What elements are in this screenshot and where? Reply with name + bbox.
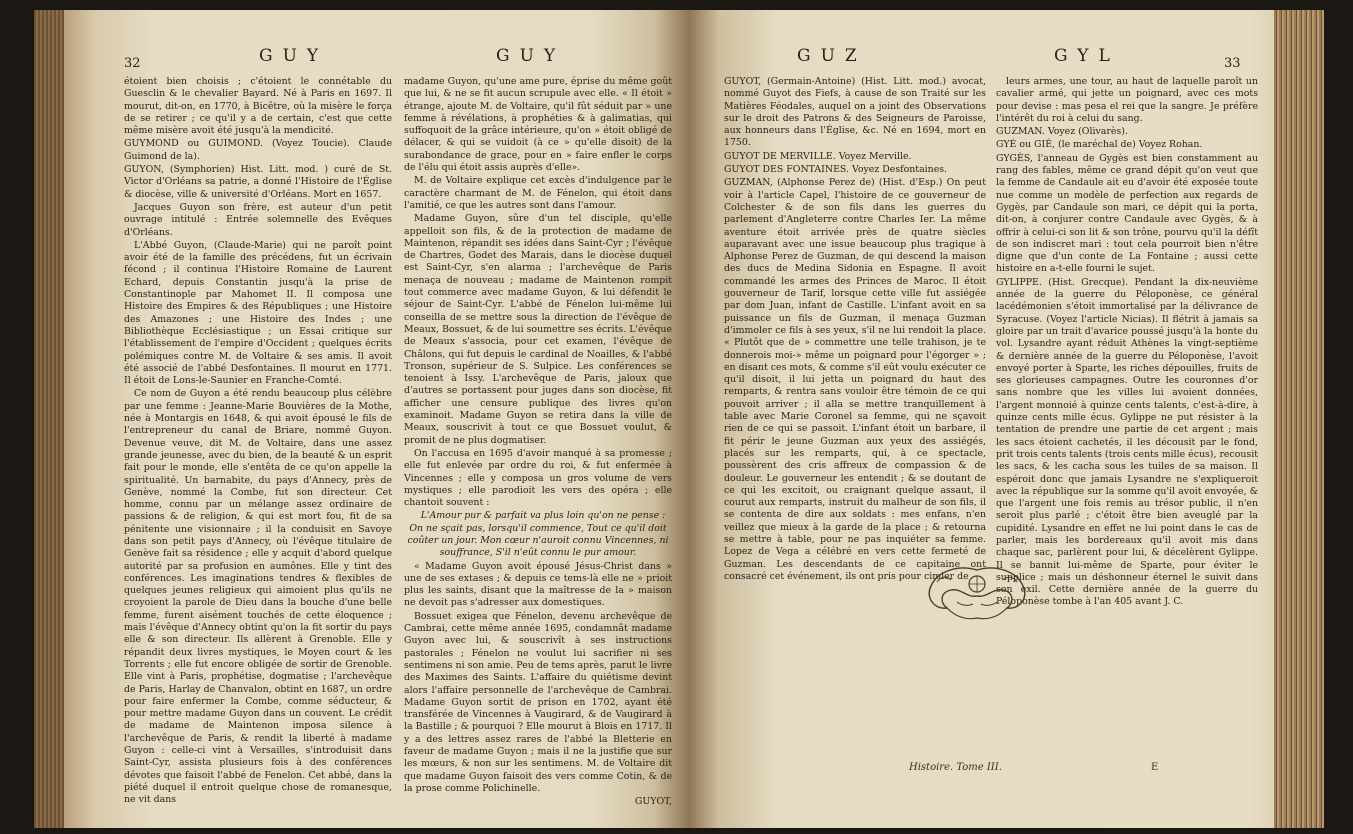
running-head-left: GUY <box>259 46 329 66</box>
catchword: GUYOT, <box>634 796 672 808</box>
left-page-column-2 <box>404 76 672 808</box>
left-page-column-1 <box>124 76 392 806</box>
paragraph: On l'accusa en 1695 d'avoir manqué à sa promesse ; elle fut enlevée par ordre du roi, & fut enfermée à Vincennes ; elle y composa un gros volume de vers mystiques ; elle parodioit les vers des opéra ; elle chantoit souvent : <box>404 447 672 509</box>
paragraph: Bossuet exigea que Fénelon, devenu archevêque de Cambrai, cette même année 1695, condamnât madame Guyon avec lui, & souscrivît à ses instructions pastorales ; Fénelon ne voulut lui sacrifier ni ses sentimens ni son amie. Peu de tems après, parut le livre des Maximes des Saints. L'affaire du quiétisme devint alors l'affaire personnelle de l'archevêque de Cambrai. Madame Guyon sortit de prison en 1702, ayant été transférée de Vincennes à Vaugirard, & de Vaugirard à la Bastille ; & pourquoi ? Elle mourut à Blois en 1717. Il y a des lettres assez rares de l'abbé la Bletterie en faveur de madame Guyon ; mais il ne la justifie que sur les mœurs, & non sur les sentimens. M. de Voltaire dit que madame Guyon faisoit des vers comme Cotin, & de la prose comme Polichinelle. <box>404 610 672 794</box>
paragraph: GUYMOND ou GUIMOND. (Voyez Toucie). Claude Guimond de la). <box>124 138 392 162</box>
signature-letter: E <box>1151 762 1159 773</box>
paragraph: GYLIPPE. (Hist. Grecque). Pendant la dix-neuvième année de la guerre du Péloponèse, ce général lacédémonien s'étoit immortalisé par la délivrance de Syracuse. (Voyez l'article Nicias). Il flétrit à jamais sa gloire par un trait d'avarice poussé jusqu'à la honte du vol. Lysandre ayant réduit Athènes la vingt-septième & dernière année de la guerre du Péloponèse, l'avoit envoyé porter à Sparte, les riches dépouilles, fruits de ses glorieuses campagnes. Outre les couronnes d'or sans nombre que les villes lui avoient données, l'argent monnoié à quinze cents talents, c'est-à-dire, à quinze cents mille écus. Gylippe ne put résister à la tentation de prendre une partie de cet argent ; mais les sacs étoient cachetés, il les décousit par le fond, prit trois cents talents (trois cents mille écus), recousit les sacs, & les cacha sous les tuiles de sa maison. Il espéroit donc que jamais Lysandre ne s'expliqueroit avec la république sur la somme qu'il avoit envoyée, & que l'argent une fois remis au trésor public, il n'en seroit plus parlé ; c'étoit être bien aveuglé par la cupidité. Lysandre en effet ne lui point dans le cas de parler, mais les bordereaux qu'il avoit mis dans chaque sac, parlèrent pour lui, & décelèrent Gylippe. Il se bannit lui-même de Sparte, pour éviter le supplice ; mais un déshonneur éternel le suivit dans son exil. Cette dernière année de la guerre du Péloponèse tombe à l'an 405 avant J. C. <box>996 276 1258 608</box>
paragraph: leurs armes, une tour, au haut de laquelle paroît un cavalier armé, qui jette un poignard, avec ces mots pour devise : mas pesa el rei que la sangre. Je préfère l'intérêt du roi à celui du sang. <box>996 76 1258 124</box>
paragraph: GUYOT DE MERVILLE. Voyez Merville. <box>724 150 912 162</box>
left-page-edge <box>34 10 64 828</box>
paragraph: Ce nom de Guyon a été rendu beaucoup plus célèbre par une femme : Jeanne-Marie Bouvières de la Mothe, née à Montargis en 1648, & qui avoit épousé le fils de l'entrepreneur du canal de Briare, nommé Guyon. Devenue veuve, dit M. de Voltaire, dans une assez grande jeunesse, avec du bien, de la beauté & un esprit fait pour le monde, elle s'entêta de ce qu'on appelle la spiritualité. Un barnabite, du pays d'Annecy, près de Genève, nommé la Combe, fut son directeur. Cet homme, connu par un mélange assez ordinaire de passions & de religion, & qui est mort fou, fit de sa pénitente une visionnaire ; il la conduisit en Savoye dans son petit pays d'Annecy, où l'évêque titulaire de Genève fait sa résidence ; elle y acquit d'abord quelque autorité par sa profusion en aumônes. Elle y tint des conférences. Les imaginations tendres & flexibles de quelques jeunes religieux qui aimoient plus qu'ils ne croyoient la parole de Dieu dans la bouche d'une belle femme, furent aisément touchés de cette éloquence ; mais l'évêque d'Annecy obtint qu'on la fit sortir du pays elle & son directeur. Ils allèrent à Grenoble. Elle y répandit deux livres mystiques, le Moyen court & les Torrents ; elle fut encore obligée de sortir de Grenoble. Elle vint à Paris, prophétise, dogmatise ; l'archevêque de Paris, Harlay de Chanvalon, obtint en 1687, un ordre pour faire enfermer la Combe, comme séducteur, & pour mettre madame Guyon dans un couvent. Le crédit de madame de Maintenon imposa silence à l'archevêque de Paris, & rendit la liberté à madame Guyon : celle-ci vint à Versailles, s'introduisit dans Saint-Cyr, assista plusieurs fois à des conférences dévotes que faisoit l'abbé de Fenelon. Cet abbé, dans la piété duquel il entroit quelque chose de romanesque, ne vit dans <box>124 388 392 806</box>
paragraph: GUYON, (Symphorien) Hist. Litt. mod. ) curé de St. Victor d'Orléans sa patrie, a donné l'Histoire de l'Église & diocèse, ville & université d'Orléans. Mort en 1657. <box>124 164 392 200</box>
verse: L'Amour pur & parfait va plus loin qu'on ne pense : On ne sçait pas, lorsqu'il commence, Tout ce qu'il doit coûter un jour. Mon cœur n'auroit connu Vincennes, ni souffrance, S'il n'eût connu le pur amour. <box>407 510 669 559</box>
paragraph: étoient bien choisis ; c'étoient le connétable du Guesclin & le chevalier Bayard. Né à Paris en 1697. Il mourut, dit-on, en 1770, à Bicêtre, où la misère le força de se retirer ; ce qu'il y a de certain, c'est que cette même misère avoit été jusqu'à la mendicité. <box>124 76 392 137</box>
book-spread <box>34 10 1324 828</box>
paragraph: L'Abbé Guyon, (Claude-Marie) qui ne paroît point avoir été de la famille des précédens, fut un écrivain fécond ; il continua l'Histoire Romaine de Laurent Echard, depuis Constantin jusqu'à la prise de Constantinople par Mahomet II. Il composa une Histoire des Empires & des Républiques ; une Histoire des Amazones ; une Histoire des Indes ; une Bibliothèque Ecclésiastique ; un Essai critique sur l'établissement de l'empire d'Occident ; quelques écrits polémiques contre M. de Voltaire & ses amis. Il avoit été associé de l'abbé Desfontaines. Il mourut en 1771. Il étoit de Lons-le-Saunier en Franche-Comté. <box>124 239 392 387</box>
running-head-right: GUY <box>496 46 566 66</box>
paragraph: GYÉ ou GIÉ, (le maréchal de) Voyez Rohan. <box>996 139 1203 151</box>
page-number: 33 <box>1224 56 1241 71</box>
paragraph: GYGÈS, l'anneau de Gygès est bien constamment au rang des fables, même ce grand dépit qu'on veut que la femme de Candaule ait eu d'avoir été exposée toute nue comme un modèle de perfection aux regards de Gygès, par Candaule son mari, ce dépit qui la porta, dit-on, à conjurer contre Candaule avec Gygès, & à offrir à celui-ci son lit & son trône, pourvu qu'il la défît de son indiscret mari : tout cela pourroit bien n'être digne que d'un conte de La Fontaine ; aussi cette histoire en a-t-elle fourni le sujet. <box>996 152 1258 275</box>
page-number: 32 <box>124 56 141 71</box>
paragraph: GUZMAN. Voyez (Olivarès). <box>996 126 1128 138</box>
tailpiece-ornament <box>917 562 1037 628</box>
paragraph: Madame Guyon, sûre d'un tel disciple, qu'elle appelloit son fils, & de la protection de madame de Maintenon, répandit ses idées dans Saint-Cyr ; l'évêque de Chartres, Godet des Marais, dans le diocèse duquel est Saint-Cyr, s'en alarma ; l'archevêque de Paris menaça de nouveau ; madame de Maintenon rompit tout commerce avec madame Guyon, & lui défendit le séjour de Saint-Cyr. L'abbé de Fénelon lui-même lui conseilla de se mettre sous la direction de l'évêque de Meaux, Bossuet, & de lui soumettre ses écrits. L'évêque de Meaux s'associa, pour cet examen, l'évêque de Châlons, qui fut depuis le cardinal de Noailles, & l'abbé Tronson, supérieur de S. Sulpice. Les conférences se tenoient à Issy. L'archevêque de Paris, jaloux que d'autres se portassent pour juges dans son diocèse, fit afficher une censure publique des livres qu'on examinoit. Madame Guyon se retira dans la ville de Meaux, souscrivit à tout ce que Bossuet voulut, & promit de ne plus dogmatiser. <box>404 213 672 446</box>
right-page-column-2 <box>996 76 1258 608</box>
paragraph: madame Guyon, qu'une ame pure, éprise du même goût que lui, & ne se fit aucun scrupule avec elle. « Il étoit » étrange, ajoute M. de Voltaire, qu'il fût séduit par » une femme à révélations, à prophéties & à galimatias, qui suffoquoit de la grâce intérieure, qu'on » étoit obligé de délacer, & qui se vuidoit (à ce » qu'elle disoit) de la surabondance de grace, pour en » faire enfler le corps de l'élu qui étoit assis auprès d'elle». <box>404 76 672 174</box>
left-page <box>34 10 689 828</box>
paragraph: Jacques Guyon son frère, est auteur d'un petit ouvrage intitulé : Entrée solemnelle des Evêques d'Orléans. <box>124 201 392 238</box>
signature-line: Histoire. Tome III. <box>909 762 1002 773</box>
paragraph: GUYOT DES FONTAINES. Voyez Desfontaines. <box>724 164 948 176</box>
paragraph: GUYOT, (Germain-Antoine) (Hist. Litt. mod.) avocat, nommé Guyot des Fiefs, à cause de son Traité sur les Matières Féodales, auquel on a joint des Observations sur le droit des Patrons & des Seigneurs de Paroisse, aux honneurs dans l'Église, &c. Né en 1694, mort en 1750. <box>724 76 986 149</box>
right-page-edge <box>1274 10 1324 828</box>
paragraph: GUZMAN, (Alphonse Perez de) (Hist. d'Esp.) On peut voir à l'article Capel, l'histoire de ce gouverneur de Colchester & de son fils dans les guerres du parlement d'Angleterre contre Charles Ier. La même aventure étoit arrivée près de quatre siècles auparavant avec une issue beaucoup plus tragique à Alphonse Perez de Guzman, de qui descend la maison des ducs de Medina Sidonia en Espagne. Il avoit commandé les armes des Princes de Maroc. Il étoit gouverneur de Tarif, lorsque cette ville fut assiégée par dom Juan, infant de Castille. L'infant avoit en sa puissance un fils de Guzman, il menaça Guzman d'immoler ce fils à ses yeux, s'il ne lui rendoit la place. « Plutôt que de » commettre une telle trahison, je te donnerois moi-» même un poignard pour l'égorger » ; en disant ces mots, & comme s'il eût voulu exécuter ce qu'il disoit, il lui jetta un poignard du haut des remparts, & rentra sans vouloir être témoin de ce qui pouvoit arriver ; il alla se mettre tranquillement à table avec Marie Coronel sa femme, qui ne sçavoit rien de ce qui se passoit. L'infant étoit un barbare, il fit périr le jeune Guzman aux yeux des assiégés, placés sur les remparts, qui, à ce spectacle, poussèrent des cris affreux de compassion & de douleur. Le gouverneur les entendit ; & se doutant de ce qui les excitoit, ou craignant quelque assaut, il courut aux remparts, instruit du malheur de son fils, il se contenta de dire aux soldats : mes enfans, n'en veillez que mieux à la garde de la place ; & retourna se mettre à table, pour ne pas inquiéter sa femme. Lopez de Vega a célébré en vers cette fermeté de Guzman. Les descendants de ce capitaine ont consacré cet événement, ils ont pris pour cimier de <box>724 177 986 582</box>
paragraph: « Madame Guyon avoit épousé Jésus-Christ dans » une de ses extases ; & depuis ce tems-là elle ne » prioit plus les saints, disant que la maîtresse de la » maison ne devoit pas s'adresser aux domestiques. <box>404 560 672 609</box>
running-head-right: GYL <box>1054 46 1120 66</box>
running-head-left: GUZ <box>797 46 867 66</box>
right-page <box>689 10 1324 828</box>
right-page-column-1 <box>724 76 986 766</box>
paragraph: M. de Voltaire explique cet excès d'indulgence par le caractère charmant de M. de Fénelon, qui étoit dans l'amitié, ce que les autres sont dans l'amour. <box>404 175 672 211</box>
